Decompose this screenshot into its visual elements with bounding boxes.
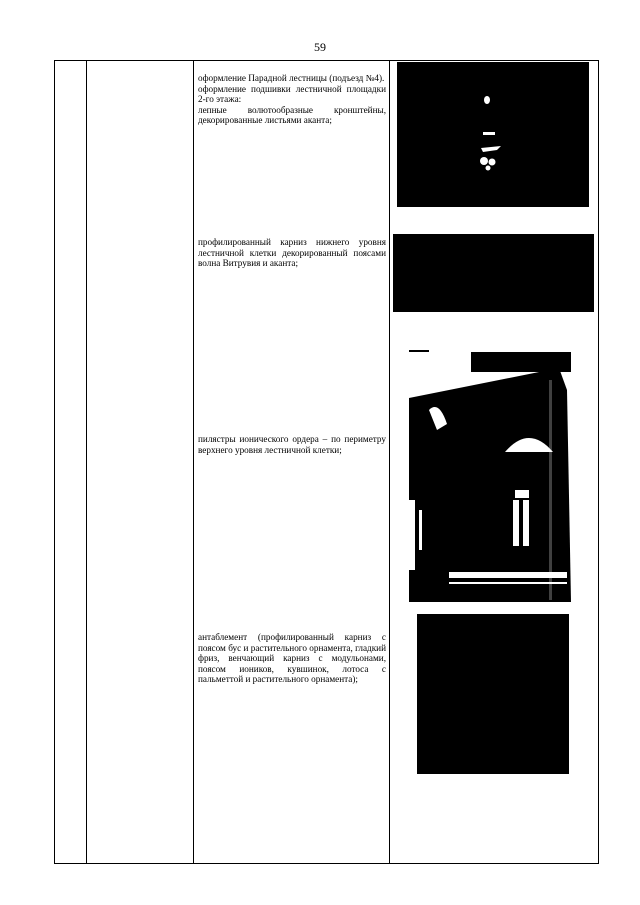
row-3-description — [198, 434, 386, 455]
photo-bracket-ceiling — [397, 62, 589, 207]
page-number: 59 — [314, 40, 326, 54]
column-divider-3 — [389, 61, 390, 863]
row-1-paragraph-2: оформление подшивки лестничной площадки 2-го этажа: — [198, 83, 386, 105]
row-2-paragraph-1: профилированный карниз нижнего уровня лестничной клетки декорированный поясами волна Витрувия и аканта; — [198, 237, 386, 269]
row-2-description — [198, 237, 386, 269]
photo-pilasters-window — [409, 350, 571, 602]
row-1-description — [198, 73, 386, 126]
row-1-paragraph-3: лепные волютообразные кронштейны, декорированные листьями аканта; — [198, 104, 386, 126]
row-4-paragraph-1: антаблемент (профилированный карниз с поясом бус и растительного орнамента, гладкий фриз, венчающий карниз с модульонами, поясом иоников, кувшинок, лотоса с пальметтой и растительного орнамента); — [198, 632, 386, 685]
row-4-description — [198, 632, 386, 685]
column-divider-1 — [86, 61, 87, 863]
photo-cornice — [393, 234, 594, 312]
row-3-paragraph-1: пилястры ионического ордера – по периметру верхнего уровня лестничной клетки; — [198, 434, 386, 455]
row-1-paragraph-1: оформление Парадной лестницы (подъезд №4). — [198, 73, 385, 83]
column-divider-2 — [193, 61, 194, 863]
photo-entablature — [417, 614, 569, 774]
